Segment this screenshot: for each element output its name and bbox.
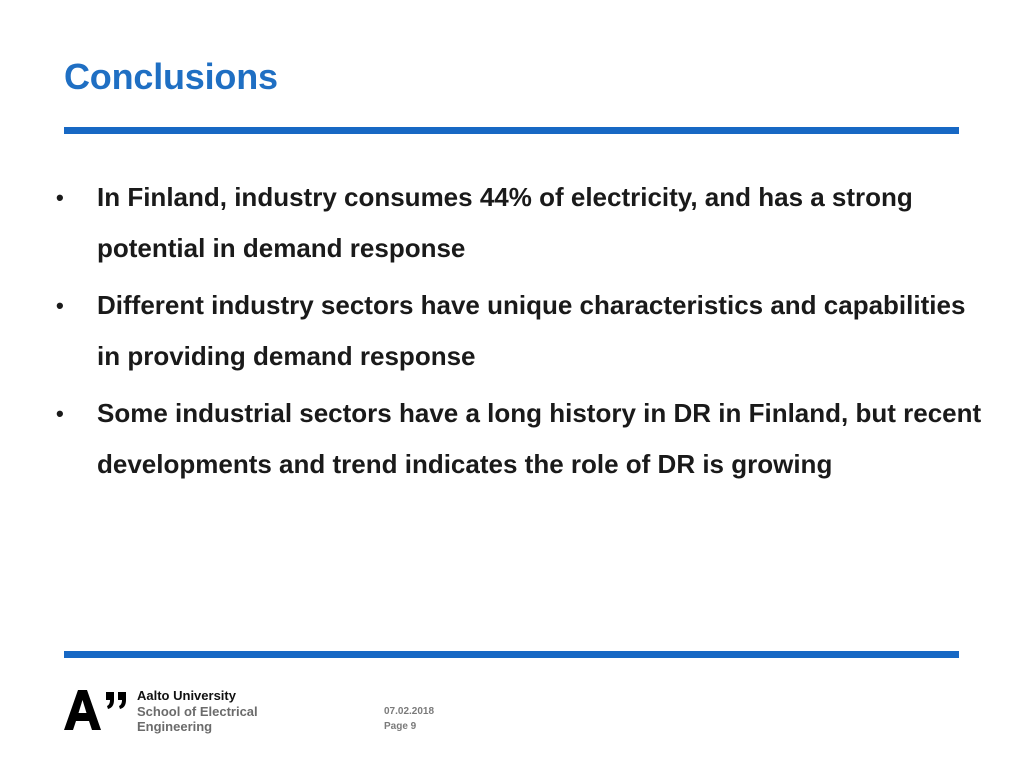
bullet-text: Different industry sectors have unique characteristics and capabilities in providing demand response: [97, 290, 966, 371]
university-name: Aalto University: [137, 688, 236, 703]
bullet-text: In Finland, industry consumes 44% of electricity, and has a strong potential in demand response: [97, 182, 913, 263]
slide-title: Conclusions: [64, 56, 278, 97]
organization-name: [137, 688, 258, 735]
slide-date: 07.02.2018: [384, 706, 435, 717]
bullet-item: [56, 172, 986, 274]
bullet-text: Some industrial sectors have a long history in DR in Finland, but recent developments and trend indicates the role of DR is growing: [97, 398, 982, 479]
footer-meta: [384, 704, 434, 734]
bullet-marker: •: [56, 401, 64, 426]
bullet-marker: •: [56, 185, 64, 210]
bullet-marker: •: [56, 293, 64, 318]
top-divider: [64, 127, 959, 134]
bullet-item: [56, 280, 986, 382]
aalto-logo-icon: [64, 688, 130, 732]
school-name-line1: School of Electrical: [137, 703, 258, 719]
school-name-line2: Engineering: [137, 719, 213, 734]
bullet-list: [56, 172, 986, 496]
bottom-divider: [64, 651, 959, 658]
page-number: Page 9: [384, 721, 417, 732]
bullet-item: [56, 388, 986, 490]
